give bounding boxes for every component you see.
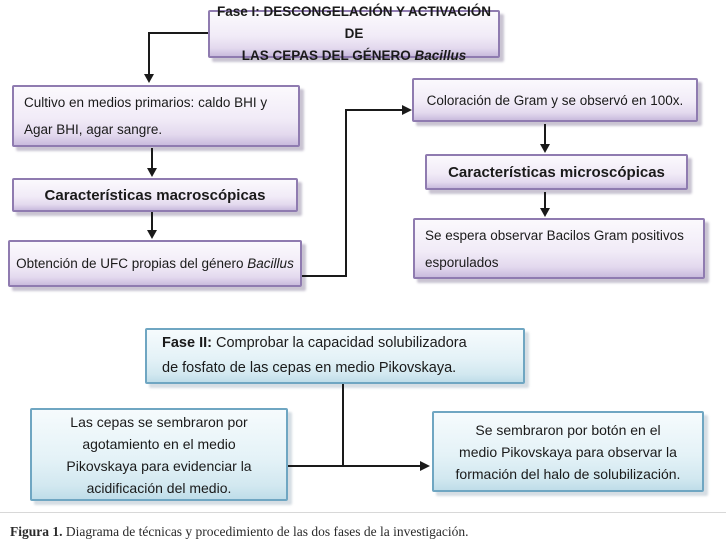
fase1-title-line2 (210, 45, 498, 67)
arrowhead-to-microscopicas (540, 144, 550, 153)
arrow-macroscopicas-obtencion-line (151, 212, 153, 231)
boton-line2: medio Pikovskaya para observar la (459, 443, 677, 460)
fase2-title-box (145, 328, 525, 384)
arrowhead-to-cultivo (144, 74, 154, 83)
arrow-coloracion-microscopicas-line (544, 124, 546, 145)
fase1-title-line1: Fase I: DESCONGELACIÓN Y ACTIVACIÓN DE (216, 4, 492, 41)
fase2-title-rest: Comprobar la capacidad solubilizadora (211, 335, 467, 351)
caption-divider (0, 512, 726, 513)
macroscopicas-label: Características macroscópicas (44, 186, 266, 204)
connector-title-vertical (148, 32, 150, 74)
cultivo-box (12, 85, 300, 147)
arrowhead-to-coloracion (402, 105, 412, 115)
arrowhead-to-esperado (540, 208, 550, 217)
esperado-box (413, 218, 705, 279)
connector-obtencion-horizontal1 (302, 275, 347, 277)
agotamiento-line2: agotamiento en el medio (82, 435, 236, 452)
arrowhead-to-obtencion (147, 230, 157, 239)
macroscopicas-box (12, 178, 298, 212)
fase2-title-line1 (162, 331, 515, 356)
fase1-title-box (208, 4, 500, 63)
figure-caption-text: Diagrama de técnicas y procedimiento de las dos fases de la investigación. (62, 524, 469, 539)
coloracion-label: Coloración de Gram y se observó en 100x. (426, 92, 684, 108)
arrowhead-to-boton (420, 461, 430, 471)
esperado-line1: Se espera observar Bacilos Gram positivos (425, 227, 684, 243)
connector-fase2-vertical (342, 384, 344, 467)
boton-line1: Se sembraron por botón en el (475, 421, 661, 438)
fase1-title-line2-prefix: LAS CEPAS DEL GÉNERO (241, 48, 415, 63)
arrowhead-to-macroscopicas (147, 168, 157, 177)
arrow-agotamiento-boton-line (288, 465, 420, 467)
cultivo-line2: Agar BHI, agar sangre. (24, 122, 163, 137)
coloracion-box (412, 78, 698, 122)
figure-caption-label: Figura 1. (10, 524, 63, 539)
arrow-cultivo-macroscopicas-line (151, 148, 153, 169)
connector-obtencion-vertical (345, 109, 347, 277)
boton-line3: formación del halo de solubilización. (455, 465, 681, 482)
agotamiento-box (30, 408, 288, 501)
figure-caption (10, 524, 710, 540)
obtencion-text: Obtención de UFC propias del género (16, 256, 248, 271)
obtencion-label (10, 256, 300, 271)
fase1-title-line2-species: Bacillus (414, 48, 467, 63)
boton-box (432, 411, 704, 492)
esperado-line2: esporulados (425, 254, 499, 270)
agotamiento-line1: Las cepas se sembraron por (70, 413, 248, 430)
microscopicas-box (425, 154, 688, 190)
connector-title-horizontal (148, 32, 208, 34)
agotamiento-line4: acidificación del medio. (86, 479, 232, 496)
microscopicas-label: Características microscópicas (448, 163, 665, 181)
fase2-title-bold: Fase II: (162, 335, 212, 351)
obtencion-box (8, 240, 302, 287)
connector-obtencion-horizontal2 (345, 109, 402, 111)
arrow-microscopicas-esperado-line (544, 192, 546, 209)
agotamiento-line3: Pikovskaya para evidenciar la (66, 457, 252, 474)
cultivo-line1: Cultivo en medios primarios: caldo BHI y (24, 95, 268, 110)
obtencion-species: Bacillus (247, 256, 294, 271)
fase2-title-line2: de fosfato de las cepas en medio Pikovskaya. (162, 360, 457, 376)
